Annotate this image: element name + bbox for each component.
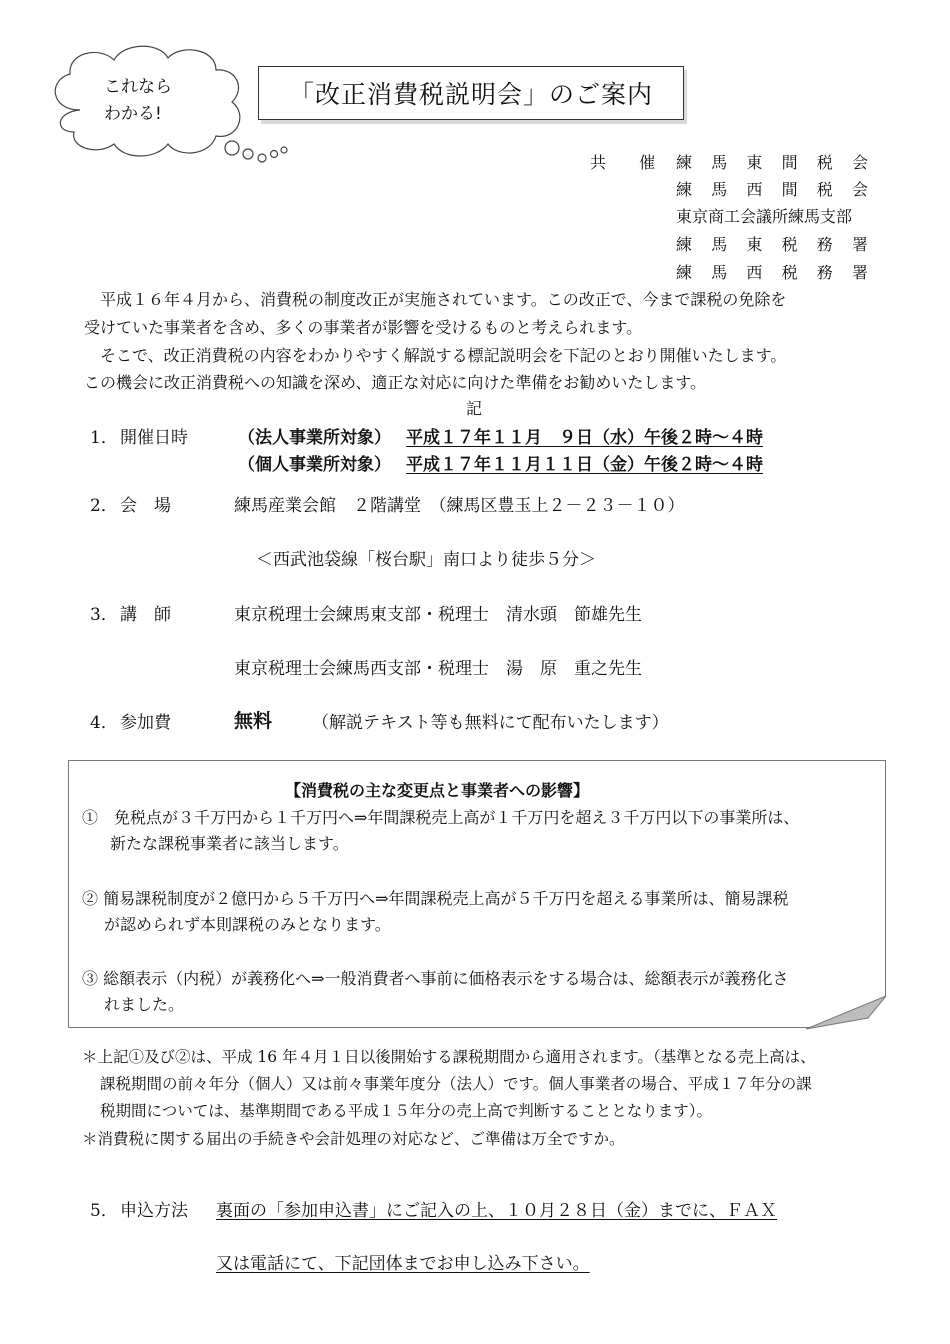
intro-line: 平成１６年４月から、消費税の制度改正が実施されています。この改正で、今まで課税の免除を — [100, 290, 787, 309]
change-item-cont: が認められず本則課税のみとなります。 — [104, 915, 391, 934]
corp-target-label: （法人事業所対象） — [238, 428, 391, 448]
apply-line: 裏面の「参加申込書」にご記入の上、１０月２８日（金）までに、ＦＡＸ — [216, 1201, 777, 1221]
change-item: ② 簡易課税制度が２億円から５千万円へ⇒年間課税売上高が５千万円を超える事業所は、簡易課税 — [82, 889, 789, 908]
venue-access: ＜西武池袋線「桜台駅」南口より徒歩５分＞ — [256, 550, 596, 570]
apply-label: 申込方法 — [120, 1201, 188, 1221]
organizer-item: 東京商工会議所練馬支部 — [676, 207, 853, 226]
note-line: 課税期間の前々年分（個人）又は前々事業年度分（法人）です。個人事業者の場合、平成１７年分の課 — [100, 1075, 812, 1093]
item-number: 4． — [90, 713, 118, 733]
note-line: ＊消費税に関する届出の手続きや会計処理の対応など、ご準備は万全ですか。 — [82, 1130, 625, 1148]
change-item-cont: 新たな課税事業者に該当します。 — [110, 834, 349, 853]
fee-label: 参加費 — [120, 713, 171, 733]
item-number: 2． — [90, 496, 118, 516]
page-title: 「改正消費税説明会」のご案内 — [288, 80, 653, 109]
note-line: 税期間については、基準期間である平成１５年分の売上高で判断することとなります）。 — [100, 1102, 712, 1120]
lecturer-line: 東京税理士会練馬西支部・税理士 湯 原 重之先生 — [234, 659, 642, 679]
title-box — [258, 66, 684, 120]
cloud-caption: これなら わかる! — [104, 77, 172, 124]
apply-line: 又は電話にて、下記団体までお申し込み下さい。 — [216, 1254, 590, 1274]
intro-line: そこで、改正消費税の内容をわかりやすく解説する標記説明会を下記のとおり開催いたします。 — [100, 346, 787, 365]
page-curl-corner — [806, 996, 888, 1030]
intro-line: 受けていた事業者を含め、多くの事業者が影響を受けるものと考えられます。 — [84, 318, 643, 337]
item-number: 5． — [90, 1201, 118, 1221]
venue-value: 練馬産業会館 ２階講堂 （練馬区豊玉上２－２３－１０） — [234, 496, 685, 516]
item-number: 3． — [90, 605, 118, 625]
change-item-cont: れました。 — [104, 995, 185, 1014]
intro-line: この機会に改正消費税への知識を深め、適正な対応に向けた準備をお勧めいたします。 — [84, 373, 707, 392]
date-label: 開催日時 — [120, 428, 188, 448]
indiv-datetime: 平成１７年１１月１１日（金）午後２時～４時 — [406, 455, 763, 475]
change-item: ③ 総額表示（内税）が義務化へ⇒一般消費者へ事前に価格表示をする場合は、総額表示が義務化さ — [82, 969, 789, 988]
lecturer-label: 講 師 — [120, 605, 171, 625]
venue-label: 会 場 — [120, 496, 171, 516]
fee-value: 無料 — [234, 710, 273, 732]
ki-heading: 記 — [466, 399, 483, 418]
item-number: 1． — [90, 428, 118, 448]
organizer-item: 練 馬 西 間 税 会 — [676, 180, 868, 199]
corp-datetime: 平成１７年１１月 ９日（水）午後２時～４時 — [406, 428, 763, 448]
organizer-item: 練 馬 東 税 務 署 — [676, 235, 868, 254]
fee-note: （解説テキスト等も無料にて配布いたします） — [312, 713, 669, 733]
indiv-target-label: （個人事業所対象） — [238, 455, 391, 475]
changes-title: 【消費税の主な変更点と事業者への影響】 — [285, 781, 590, 800]
lecturer-line: 東京税理士会練馬東支部・税理士 清水頭 節雄先生 — [234, 605, 642, 625]
organizer-label: 共 催 — [590, 153, 670, 172]
note-line: ＊上記①及び②は、平成 16 年４月１日以後開始する課税期間から適用されます。（基準となる売上高は、 — [82, 1048, 816, 1066]
organizer-item: 練 馬 東 間 税 会 — [676, 153, 868, 172]
change-item: ① 免税点が３千万円から１千万円へ⇒年間課税売上高が１千万円を超え３千万円以下の事業所は、 — [82, 808, 800, 827]
organizer-item: 練 馬 西 税 務 署 — [676, 263, 868, 282]
